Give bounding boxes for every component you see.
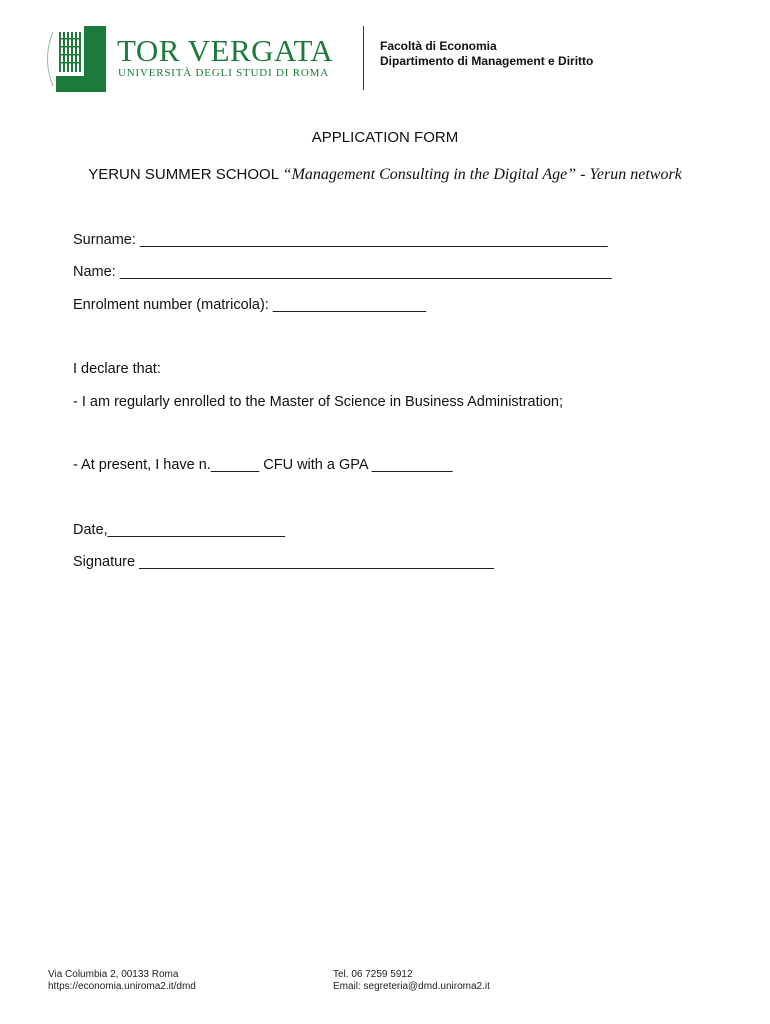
program-network: - Yerun network: [576, 166, 682, 183]
enrolment-number-field[interactable]: Enrolment number (matricola): ___________________: [73, 297, 427, 313]
department-name: Dipartimento di Management e Diritto: [380, 54, 594, 68]
header-divider: [363, 26, 364, 90]
name-field[interactable]: Name: _____________________________________________________________: [73, 264, 612, 280]
declaration-enrolled: - I am regularly enrolled to the Master of Science in Business Administration;: [73, 394, 564, 410]
date-field[interactable]: Date,______________________: [73, 522, 286, 538]
cfu-gpa-field[interactable]: - At present, I have n.______ CFU with a GPA __________: [73, 457, 453, 473]
logo-name: TOR VERGATA: [117, 33, 334, 68]
footer-address: Via Columbia 2, 00133 Roma: [48, 969, 179, 980]
program-course-title: “Management Consulting in the Digital Age”: [282, 166, 577, 183]
program-title: [0, 166, 770, 184]
footer-email[interactable]: Email: segreteria@dmd.uniroma2.it: [333, 981, 490, 992]
surname-field[interactable]: Surname: __________________________________________________________: [73, 232, 608, 248]
signature-field[interactable]: Signature ____________________________________________: [73, 554, 494, 570]
tor-vergata-logo-icon: [40, 26, 106, 92]
department-info: [380, 39, 593, 69]
footer-address-block: [48, 969, 196, 993]
program-lead: YERUN SUMMER SCHOOL: [88, 166, 283, 183]
footer-website[interactable]: https://economia.uniroma2.it/dmd: [48, 981, 196, 992]
footer-contact-block: [333, 969, 490, 993]
declaration-heading: I declare that:: [73, 361, 161, 377]
form-title: APPLICATION FORM: [311, 129, 459, 146]
faculty-name: Facoltà di Economia: [380, 39, 497, 53]
footer-phone: Tel. 06 7259 5912: [333, 969, 413, 980]
university-logo: [40, 24, 350, 94]
logo-subtitle: UNIVERSITÀ DEGLI STUDI DI ROMA: [118, 67, 329, 79]
